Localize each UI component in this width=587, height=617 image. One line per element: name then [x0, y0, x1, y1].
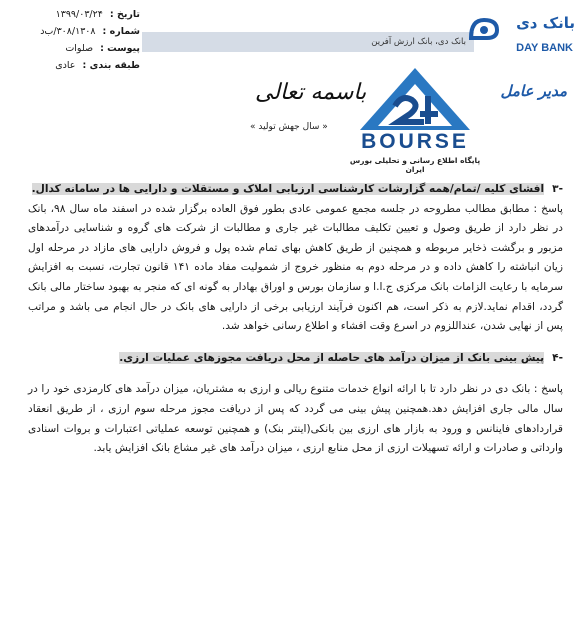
item-3-answer: پاسخ : مطابق مطالب مطروحه در جلسه مجمع عمومی عادی بطور فوق العاده برگزار شده در اسفند ماه سال ۹۸، بانک در نظر دارد از طریق وصول و تعیین تکلیف مطالبات غیر جاری و مطالبات از شرکت های گروه و شناسایی درآمدهای مزبور و برگشت ذخایر مربوطه و همچنین از طریق کاهش بهای تمام شده پول و فروش دارایی های مازاد در مرحله اول زیان انباشته را کاهش داده و در مرحله دوم به منظور خروج از شمولیت مفاد ماده ۱۴۱ قانون تجارت، نسبت به افزایش سرمایه با رعایت الزامات بانک مرکزی ج.ا.ا و سازمان بورس و اوراق بهادار به گونه ای که منجر به بهبود ساختار مالی بانک گردد، اقدام نماید.لازم به ذکر است، هم اکنون فرآیند ارزیابی برخی از دارایی های بانک در حال انجام می باشد و مراتب پس از نهایی شدن، عنداللزوم در اسرع وقت افشاء و اطلاع رسانی خواهد شد. — [28, 202, 563, 333]
date-row — [10, 6, 140, 23]
bourse-tagline: پایگاه اطلاع رسانی و تحلیلی بورس ایران — [349, 156, 481, 174]
number-row — [10, 23, 140, 40]
attachment-value: صلوات — [65, 43, 94, 54]
letter-meta — [10, 6, 140, 74]
date-value: ۱۳۹۹/۰۳/۲۴ — [55, 9, 103, 20]
item-4-answer: پاسخ : بانک دی در نظر دارد تا با ارائه انواع خدمات متنوع ریالی و ارزی به مشتریان، میزان درآمد های کارمزدی خود را در سال مالی جاری افزایش دهد.همچنین پیش بینی می گردد که پس از دریافت مجوز مرحله سوم ارزی ، از طریق انعقاد قراردادهای فاینانس و ورود به بازار های ارزی بین بانکی(اینتر بنک) و همچنین توسعه عملیاتی اعتبارات و بروات اسنادی وارداتی و صادرات و ارائه تسهیلات ارزی از محل منابع ارزی ، میزان درآمد های غیر مشاع بانک افزایش یابد. — [28, 383, 563, 455]
item-4-heading: پیش بینی بانک از میزان درآمد های حاصله از محل دریافت مجوزهای عملیات ارزی. — [119, 351, 545, 364]
attachment-label: پیوست : — [100, 43, 140, 54]
item-3-title — [28, 180, 563, 200]
date-label: تاریخ : — [109, 9, 140, 20]
bank-logo — [467, 12, 575, 64]
bank-name-strip: بانک دی، بانک ارزش آفرین — [142, 32, 474, 52]
bourse-wordmark: BOURSE — [361, 130, 469, 153]
year-motto: « سال جهش تولید » — [250, 122, 328, 132]
item-3-heading: افشای کلیه /تمام/همه گزارشات کارشناسی ارزیابی املاک و مستقلات و دارایی ها در سامانه کدال. — [31, 183, 545, 195]
bourse-logo — [340, 66, 490, 174]
bank-logo-icon — [467, 14, 501, 44]
bismillah-calligraphy: باسمه تعالی — [255, 80, 367, 105]
number-value: ۳۰۸/۱۳۰۸/ب‌ﺩ — [40, 26, 96, 37]
item-4-number: -۴ — [552, 351, 563, 364]
attachment-row — [10, 40, 140, 57]
bourse-triangle-icon — [340, 66, 490, 132]
letter-body — [28, 180, 563, 459]
classification-value: عادی — [55, 60, 76, 71]
classification-label: طبقه بندی : — [82, 60, 140, 71]
bank-logo-text: بانک دی — [516, 14, 575, 32]
item-3-number: -۳ — [552, 183, 563, 195]
classification-row — [10, 57, 140, 74]
ceo-signature: مدیر عامل — [500, 82, 567, 100]
bank-logo-text-en: DAY BANK — [516, 42, 573, 54]
item-4-title — [28, 349, 563, 369]
number-label: شماره : — [102, 26, 140, 37]
